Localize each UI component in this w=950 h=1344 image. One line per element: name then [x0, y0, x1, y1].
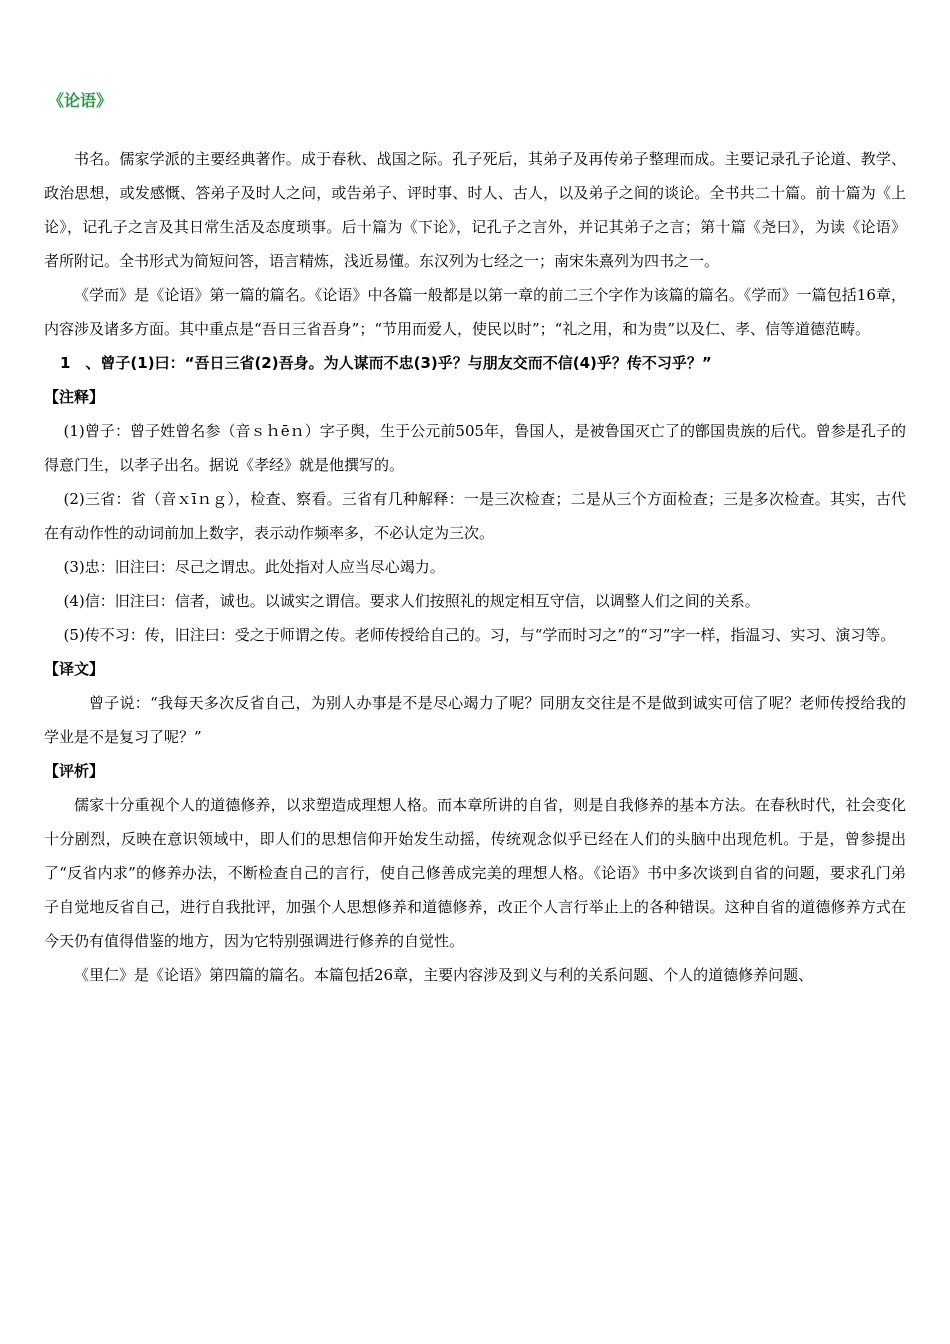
notes-label: 【注释】 [44, 388, 105, 406]
note-1: (1)曾子：曾子姓曾名参（音ｓｈēｎ）字子舆，生于公元前505年，鲁国人，是被鲁国灭亡了的鄫国贵族的后代。曾参是孔子的得意门生，以孝子出名。据说《孝经》就是他撰写的。 [44, 422, 906, 474]
document-title: 《论语》 [48, 91, 113, 110]
note-3: (3)忠：旧注曰：尽己之谓忠。此处指对人应当尽心竭力。 [63, 558, 445, 576]
document-body [44, 142, 906, 992]
note-4: (4)信：旧注曰：信者，诚也。以诚实之谓信。要求人们按照礼的规定相互守信，以调整人们之间的关系。 [63, 592, 760, 610]
intro-paragraph-2: 《学而》是《论语》第一篇的篇名。《论语》中各篇一般都是以第一章的前二三个字作为该篇的篇名。《学而》一篇包括16章，内容涉及诸多方面。其中重点是“吾日三省吾身”；“节用而爱人，使民以时”；“礼之用，和为贵”以及仁、孝、信等道德范畴。 [44, 286, 906, 338]
note-5: (5)传不习：传，旧注曰：受之于师谓之传。老师传授给自己的。习，与“学而时习之”的“习”字一样，指温习、实习、演习等。 [63, 626, 896, 644]
liren-intro-paragraph: 《里仁》是《论语》第四篇的篇名。本篇包括26章，主要内容涉及到义与利的关系问题、个人的道德修养问题、 [74, 966, 814, 984]
translation-label: 【译文】 [44, 660, 105, 678]
chapter-1-heading: 1 、曾子(1)曰：“吾日三省(2)吾身。为人谋而不忠(3)乎？与朋友交而不信(4)乎？传不习乎？” [60, 354, 712, 372]
analysis-paragraph: 儒家十分重视个人的道德修养，以求塑造成理想人格。而本章所讲的自省，则是自我修养的基本方法。在春秋时代，社会变化十分剧烈，反映在意识领域中，即人们的思想信仰开始发生动摇，传统观念似乎已经在人们的头脑中出现危机。于是，曾参提出了“反省内求”的修养办法，不断检查自己的言行，使自己修善成完美的理想人格。《论语》书中多次谈到自省的问题，要求孔门弟子自觉地反省自己，进行自我批评，加强个人思想修养和道德修养，改正个人言行举止上的各种错误。这种自省的道德修养方式在今天仍有值得借鉴的地方，因为它特别强调进行修养的自觉性。 [44, 796, 906, 950]
intro-paragraph-1: 书名。儒家学派的主要经典著作。成于春秋、战国之际。孔子死后，其弟子及再传弟子整理而成。主要记录孔子论道、教学、政治思想，或发感慨、答弟子及时人之问，或告弟子、评时事、时人、古人，以及弟子之间的谈论。全书共二十篇。前十篇为《上论》，记孔子之言及其日常生活及态度琐事。后十篇为《下论》，记孔子之言外，并记其弟子之言；第十篇《尧曰》，为读《论语》者所附记。全书形式为简短问答，语言精炼，浅近易懂。东汉列为七经之一；南宋朱熹列为四书之一。 [44, 150, 906, 270]
analysis-label: 【评析】 [44, 762, 105, 780]
translation-paragraph: 曾子说：“我每天多次反省自己，为别人办事是不是尽心竭力了呢？同朋友交往是不是做到诚实可信了呢？老师传授给我的学业是不是复习了呢？” [44, 694, 906, 746]
note-2: (2)三省：省（音ｘīｎｇ），检查、察看。三省有几种解释：一是三次检查；二是从三个方面检查；三是多次检查。其实，古代在有动作性的动词前加上数字，表示动作频率多，不必认定为三次。 [44, 490, 906, 542]
